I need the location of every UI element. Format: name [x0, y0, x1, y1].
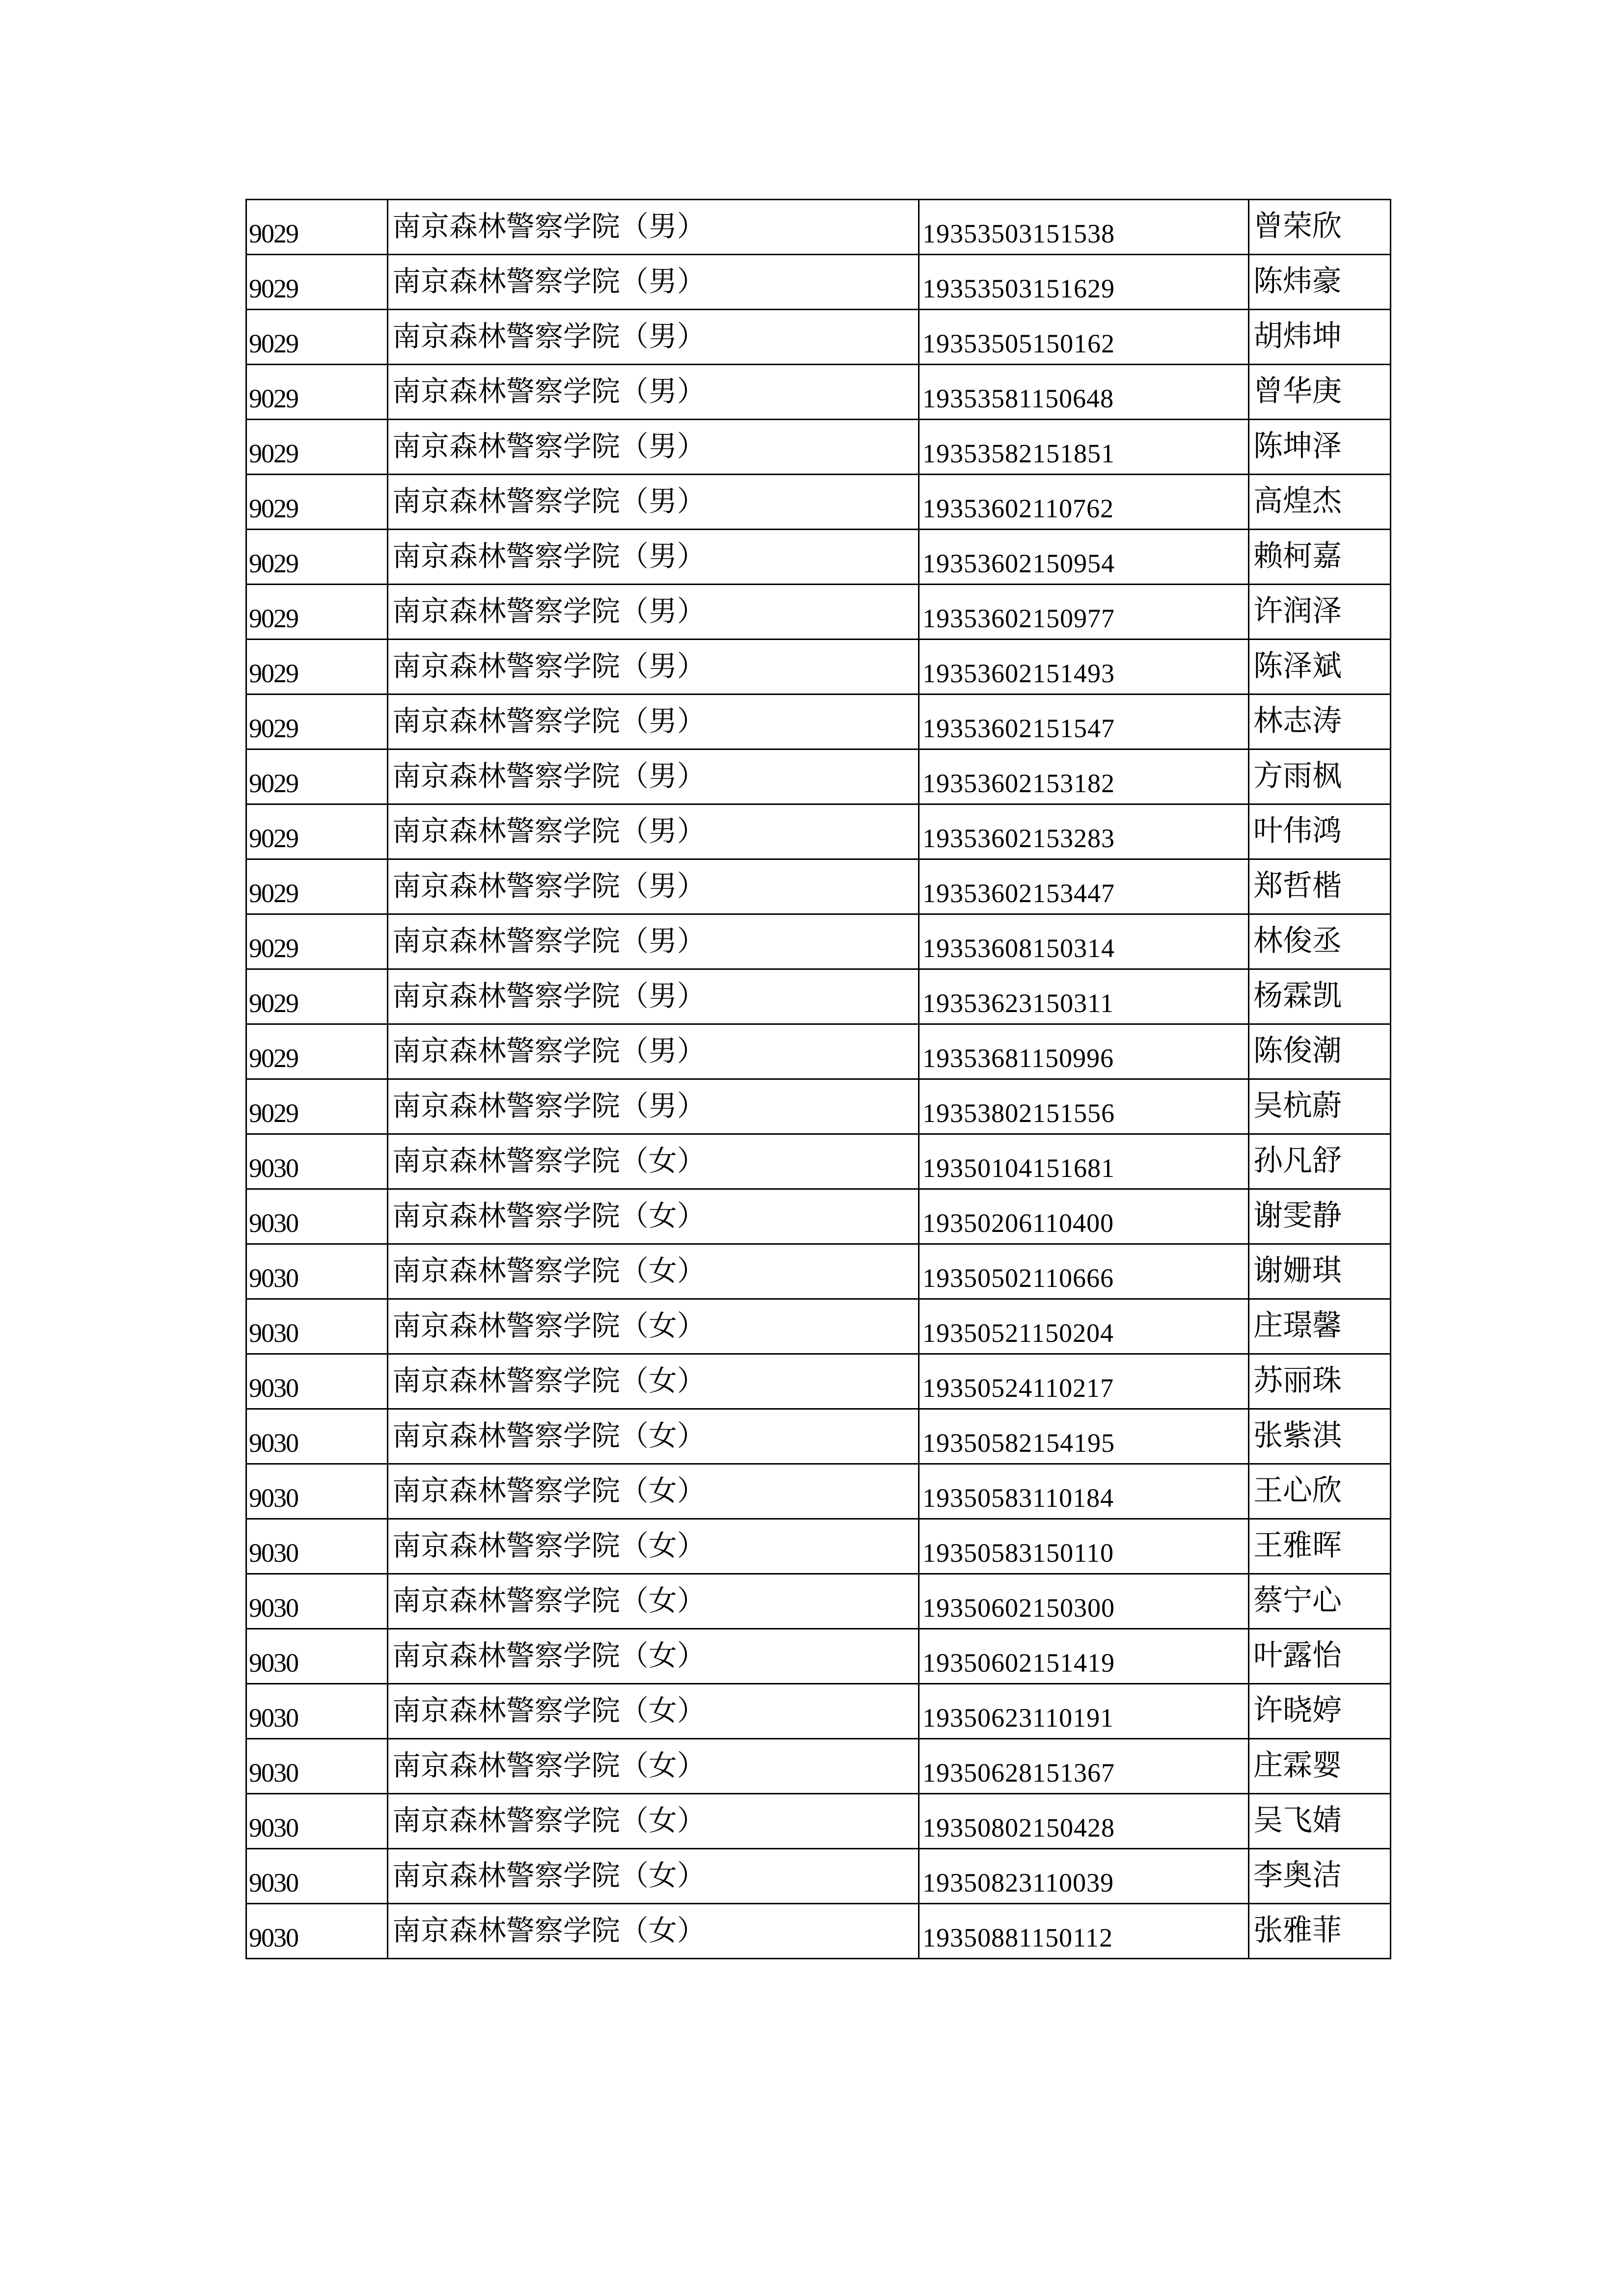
program-code-cell: 9029	[246, 749, 388, 804]
exam-number-cell: 19353602150954	[919, 530, 1249, 585]
school-cell: 南京森林警察学院（女）	[388, 1629, 919, 1684]
table-row	[246, 1519, 1391, 1574]
school-cell: 南京森林警察学院（女）	[388, 1519, 919, 1574]
program-code-cell: 9029	[246, 914, 388, 969]
student-name-cell: 蔡宁心	[1249, 1574, 1391, 1629]
table-row	[246, 1794, 1391, 1849]
program-code-cell: 9029	[246, 804, 388, 859]
table-row	[246, 1739, 1391, 1794]
exam-number-cell: 19353623150311	[919, 969, 1249, 1024]
school-cell: 南京森林警察学院（女）	[388, 1904, 919, 1959]
school-cell: 南京森林警察学院（男）	[388, 475, 919, 530]
student-name-cell: 王心欣	[1249, 1464, 1391, 1519]
exam-number-cell: 19350628151367	[919, 1739, 1249, 1794]
exam-number-cell: 19353602110762	[919, 475, 1249, 530]
program-code-cell: 9029	[246, 1079, 388, 1134]
exam-number-cell: 19353681150996	[919, 1024, 1249, 1079]
student-name-cell: 张雅菲	[1249, 1904, 1391, 1959]
table-row	[246, 200, 1391, 255]
student-name-cell: 张紫淇	[1249, 1409, 1391, 1464]
school-cell: 南京森林警察学院（女）	[388, 1739, 919, 1794]
exam-number-cell: 19350521150204	[919, 1299, 1249, 1354]
program-code-cell: 9030	[246, 1519, 388, 1574]
school-cell: 南京森林警察学院（女）	[388, 1849, 919, 1904]
school-cell: 南京森林警察学院（女）	[388, 1299, 919, 1354]
program-code-cell: 9030	[246, 1574, 388, 1629]
roster-body	[246, 200, 1391, 1959]
program-code-cell: 9029	[246, 475, 388, 530]
admission-roster-table	[245, 199, 1391, 1959]
school-cell: 南京森林警察学院（女）	[388, 1409, 919, 1464]
school-cell: 南京森林警察学院（男）	[388, 749, 919, 804]
table-row	[246, 1684, 1391, 1739]
student-name-cell: 李奥洁	[1249, 1849, 1391, 1904]
table-row	[246, 859, 1391, 914]
program-code-cell: 9029	[246, 1024, 388, 1079]
table-row	[246, 749, 1391, 804]
school-cell: 南京森林警察学院（女）	[388, 1244, 919, 1299]
student-name-cell: 庄璟馨	[1249, 1299, 1391, 1354]
program-code-cell: 9030	[246, 1739, 388, 1794]
student-name-cell: 庄霖婴	[1249, 1739, 1391, 1794]
school-cell: 南京森林警察学院（男）	[388, 640, 919, 694]
student-name-cell: 王雅晖	[1249, 1519, 1391, 1574]
school-cell: 南京森林警察学院（女）	[388, 1134, 919, 1189]
student-name-cell: 方雨枫	[1249, 749, 1391, 804]
student-name-cell: 谢雯静	[1249, 1189, 1391, 1244]
school-cell: 南京森林警察学院（女）	[388, 1794, 919, 1849]
table-row	[246, 420, 1391, 475]
school-cell: 南京森林警察学院（男）	[388, 530, 919, 585]
school-cell: 南京森林警察学院（男）	[388, 310, 919, 365]
table-row	[246, 1354, 1391, 1409]
exam-number-cell: 19353503151538	[919, 200, 1249, 255]
table-row	[246, 804, 1391, 859]
school-cell: 南京森林警察学院（男）	[388, 694, 919, 749]
table-row	[246, 1244, 1391, 1299]
table-row	[246, 914, 1391, 969]
student-name-cell: 胡炜坤	[1249, 310, 1391, 365]
school-cell: 南京森林警察学院（男）	[388, 859, 919, 914]
program-code-cell: 9029	[246, 420, 388, 475]
exam-number-cell: 19353602153447	[919, 859, 1249, 914]
exam-number-cell: 19353608150314	[919, 914, 1249, 969]
program-code-cell: 9030	[246, 1409, 388, 1464]
table-row	[246, 365, 1391, 420]
table-row	[246, 1629, 1391, 1684]
table-row	[246, 1409, 1391, 1464]
student-name-cell: 叶露怡	[1249, 1629, 1391, 1684]
table-row	[246, 1849, 1391, 1904]
program-code-cell: 9030	[246, 1464, 388, 1519]
program-code-cell: 9029	[246, 694, 388, 749]
exam-number-cell: 19350602151419	[919, 1629, 1249, 1684]
exam-number-cell: 19350524110217	[919, 1354, 1249, 1409]
table-row	[246, 530, 1391, 585]
program-code-cell: 9030	[246, 1794, 388, 1849]
exam-number-cell: 19353602151493	[919, 640, 1249, 694]
school-cell: 南京森林警察学院（男）	[388, 1024, 919, 1079]
school-cell: 南京森林警察学院（女）	[388, 1684, 919, 1739]
exam-number-cell: 19353503151629	[919, 255, 1249, 310]
student-name-cell: 林志涛	[1249, 694, 1391, 749]
program-code-cell: 9030	[246, 1904, 388, 1959]
exam-number-cell: 19353602153182	[919, 749, 1249, 804]
exam-number-cell: 19350583150110	[919, 1519, 1249, 1574]
table-row	[246, 640, 1391, 694]
table-row	[246, 1904, 1391, 1959]
exam-number-cell: 19353582151851	[919, 420, 1249, 475]
student-name-cell: 杨霖凯	[1249, 969, 1391, 1024]
table-row	[246, 1189, 1391, 1244]
school-cell: 南京森林警察学院（男）	[388, 969, 919, 1024]
table-row	[246, 310, 1391, 365]
table-row	[246, 1079, 1391, 1134]
student-name-cell: 苏丽珠	[1249, 1354, 1391, 1409]
program-code-cell: 9030	[246, 1134, 388, 1189]
student-name-cell: 高煌杰	[1249, 475, 1391, 530]
program-code-cell: 9029	[246, 640, 388, 694]
exam-number-cell: 19353602153283	[919, 804, 1249, 859]
student-name-cell: 叶伟鸿	[1249, 804, 1391, 859]
school-cell: 南京森林警察学院（男）	[388, 1079, 919, 1134]
exam-number-cell: 19353802151556	[919, 1079, 1249, 1134]
student-name-cell: 林俊丞	[1249, 914, 1391, 969]
student-name-cell: 曾荣欣	[1249, 200, 1391, 255]
student-name-cell: 陈俊潮	[1249, 1024, 1391, 1079]
program-code-cell: 9029	[246, 969, 388, 1024]
school-cell: 南京森林警察学院（女）	[388, 1354, 919, 1409]
student-name-cell: 陈坤泽	[1249, 420, 1391, 475]
table-row	[246, 585, 1391, 640]
school-cell: 南京森林警察学院（男）	[388, 914, 919, 969]
program-code-cell: 9030	[246, 1849, 388, 1904]
student-name-cell: 陈泽斌	[1249, 640, 1391, 694]
school-cell: 南京森林警察学院（男）	[388, 200, 919, 255]
exam-number-cell: 19353505150162	[919, 310, 1249, 365]
program-code-cell: 9030	[246, 1189, 388, 1244]
exam-number-cell: 19350802150428	[919, 1794, 1249, 1849]
exam-number-cell: 19353581150648	[919, 365, 1249, 420]
exam-number-cell: 19350623110191	[919, 1684, 1249, 1739]
student-name-cell: 孙凡舒	[1249, 1134, 1391, 1189]
table-row	[246, 475, 1391, 530]
student-name-cell: 吴杭蔚	[1249, 1079, 1391, 1134]
exam-number-cell: 19350881150112	[919, 1904, 1249, 1959]
program-code-cell: 9029	[246, 585, 388, 640]
student-name-cell: 谢姗琪	[1249, 1244, 1391, 1299]
table-row	[246, 1134, 1391, 1189]
exam-number-cell: 19350583110184	[919, 1464, 1249, 1519]
student-name-cell: 许晓婷	[1249, 1684, 1391, 1739]
program-code-cell: 9030	[246, 1629, 388, 1684]
school-cell: 南京森林警察学院（女）	[388, 1189, 919, 1244]
table-row	[246, 255, 1391, 310]
exam-number-cell: 19350823110039	[919, 1849, 1249, 1904]
program-code-cell: 9030	[246, 1299, 388, 1354]
table-row	[246, 1464, 1391, 1519]
student-name-cell: 吴飞婧	[1249, 1794, 1391, 1849]
student-name-cell: 许润泽	[1249, 585, 1391, 640]
table-row	[246, 1024, 1391, 1079]
school-cell: 南京森林警察学院（女）	[388, 1574, 919, 1629]
table-row	[246, 1299, 1391, 1354]
exam-number-cell: 19353602151547	[919, 694, 1249, 749]
program-code-cell: 9029	[246, 365, 388, 420]
school-cell: 南京森林警察学院（男）	[388, 804, 919, 859]
school-cell: 南京森林警察学院（女）	[388, 1464, 919, 1519]
school-cell: 南京森林警察学院（男）	[388, 255, 919, 310]
student-name-cell: 郑哲楷	[1249, 859, 1391, 914]
program-code-cell: 9029	[246, 200, 388, 255]
table-row	[246, 1574, 1391, 1629]
program-code-cell: 9029	[246, 859, 388, 914]
school-cell: 南京森林警察学院（男）	[388, 420, 919, 475]
program-code-cell: 9029	[246, 310, 388, 365]
table-row	[246, 969, 1391, 1024]
exam-number-cell: 19350502110666	[919, 1244, 1249, 1299]
program-code-cell: 9029	[246, 255, 388, 310]
exam-number-cell: 19350582154195	[919, 1409, 1249, 1464]
student-name-cell: 陈炜豪	[1249, 255, 1391, 310]
program-code-cell: 9030	[246, 1354, 388, 1409]
student-name-cell: 赖柯嘉	[1249, 530, 1391, 585]
table-row	[246, 694, 1391, 749]
program-code-cell: 9030	[246, 1244, 388, 1299]
school-cell: 南京森林警察学院（男）	[388, 585, 919, 640]
student-name-cell: 曾华庚	[1249, 365, 1391, 420]
exam-number-cell: 19350602150300	[919, 1574, 1249, 1629]
program-code-cell: 9029	[246, 530, 388, 585]
program-code-cell: 9030	[246, 1684, 388, 1739]
exam-number-cell: 19350206110400	[919, 1189, 1249, 1244]
exam-number-cell: 19350104151681	[919, 1134, 1249, 1189]
school-cell: 南京森林警察学院（男）	[388, 365, 919, 420]
exam-number-cell: 19353602150977	[919, 585, 1249, 640]
